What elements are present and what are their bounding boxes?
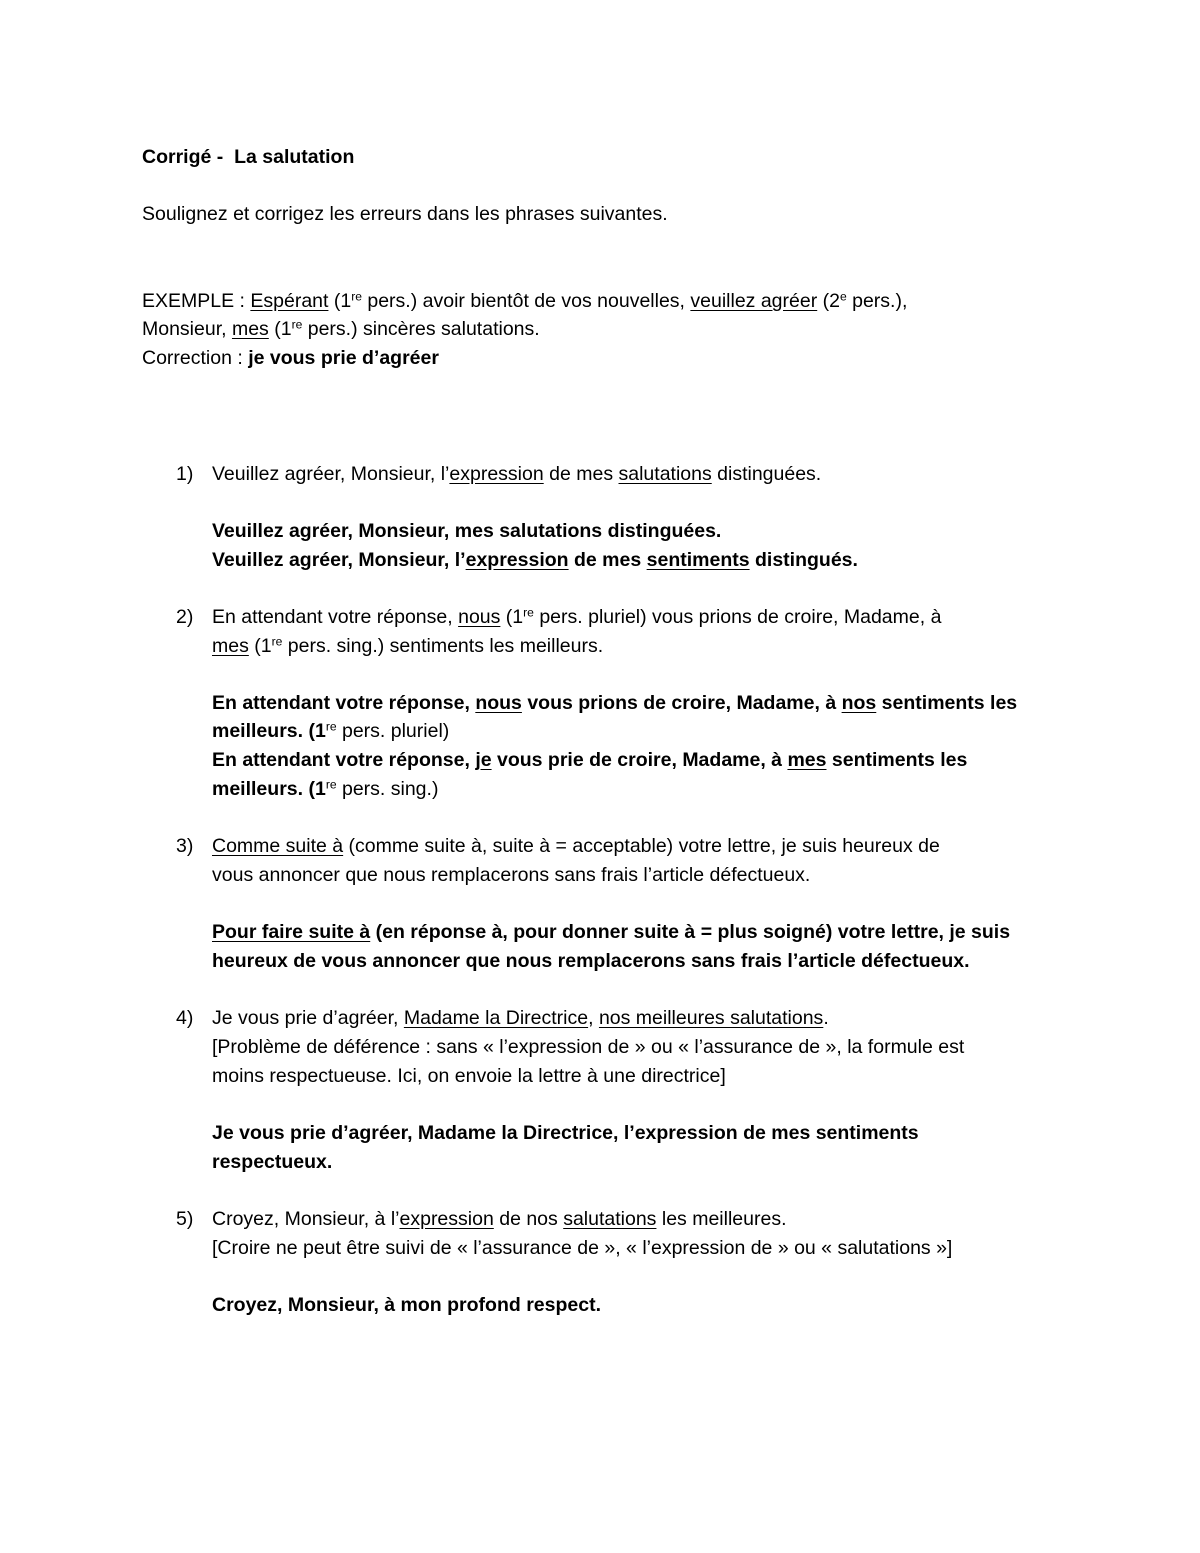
item-number-5: 5)	[176, 1208, 194, 1230]
item-3-answer-2: heureux de vous annoncer que nous remplacerons sans frais l’article défectueux.	[212, 950, 970, 972]
item-4-answer-1: Je vous prie d’agréer, Madame la Directrice, l’expression de mes sentiments	[212, 1122, 919, 1144]
item-number-4: 4)	[176, 1007, 194, 1029]
item-2-answer-1: En attendant votre réponse, nous vous prions de croire, Madame, à nos sentiments les	[212, 692, 1018, 714]
example-correction: Correction : je vous prie d’agréer	[142, 347, 439, 369]
item-2-answer-2: meilleurs. (1re pers. pluriel)	[212, 719, 450, 742]
item-2-answer-4: meilleurs. (1re pers. sing.)	[212, 777, 439, 800]
title-main: La salutation	[234, 146, 355, 168]
item-2-question-1: En attendant votre réponse, nous (1re pers. pluriel) vous prions de croire, Madame, à	[212, 605, 942, 628]
instruction-text: Soulignez et corrigez les erreurs dans les phrases suivantes.	[142, 203, 668, 225]
item-4-note-1: [Problème de déférence : sans « l’expression de » ou « l’assurance de », la formule est	[212, 1036, 965, 1058]
item-2-question-2: mes (1re pers. sing.) sentiments les meilleurs.	[212, 634, 604, 657]
item-2-answer-3: En attendant votre réponse, je vous prie de croire, Madame, à mes sentiments les	[212, 749, 968, 771]
item-number-3: 3)	[176, 835, 194, 857]
item-4-answer-2: respectueux.	[212, 1151, 333, 1173]
item-1-answer-2: Veuillez agréer, Monsieur, l’expression de mes sentiments distingués.	[212, 549, 858, 571]
item-number-1: 1)	[176, 463, 194, 485]
item-5-question-1: Croyez, Monsieur, à l’expression de nos salutations les meilleures.	[212, 1208, 787, 1230]
item-1-question: Veuillez agréer, Monsieur, l’expression de mes salutations distinguées.	[212, 463, 822, 485]
item-5-note: [Croire ne peut être suivi de « l’assurance de », « l’expression de » ou « salutations »]	[212, 1237, 953, 1259]
example-line-2: Monsieur, mes (1re pers.) sincères salutations.	[142, 317, 540, 340]
item-1-answer-1: Veuillez agréer, Monsieur, mes salutations distinguées.	[212, 520, 722, 542]
item-4-note-2: moins respectueuse. Ici, on envoie la lettre à une directrice]	[212, 1065, 726, 1087]
item-number-2: 2)	[176, 606, 194, 628]
title-prefix: Corrigé -	[142, 146, 224, 168]
document-title	[142, 148, 354, 168]
item-3-question-2: vous annoncer que nous remplacerons sans frais l’article défectueux.	[212, 864, 811, 886]
item-5-answer-1: Croyez, Monsieur, à mon profond respect.	[212, 1294, 601, 1316]
item-3-question-1: Comme suite à (comme suite à, suite à = acceptable) votre lettre, je suis heureux de	[212, 835, 940, 857]
example-line-1: EXEMPLE : Espérant (1re pers.) avoir bientôt de vos nouvelles, veuillez agréer (2e pers.),	[142, 289, 908, 312]
item-4-question-1: Je vous prie d’agréer, Madame la Directrice, nos meilleures salutations.	[212, 1007, 829, 1029]
item-3-answer-1: Pour faire suite à (en réponse à, pour donner suite à = plus soigné) votre lettre, je suis	[212, 921, 1011, 943]
